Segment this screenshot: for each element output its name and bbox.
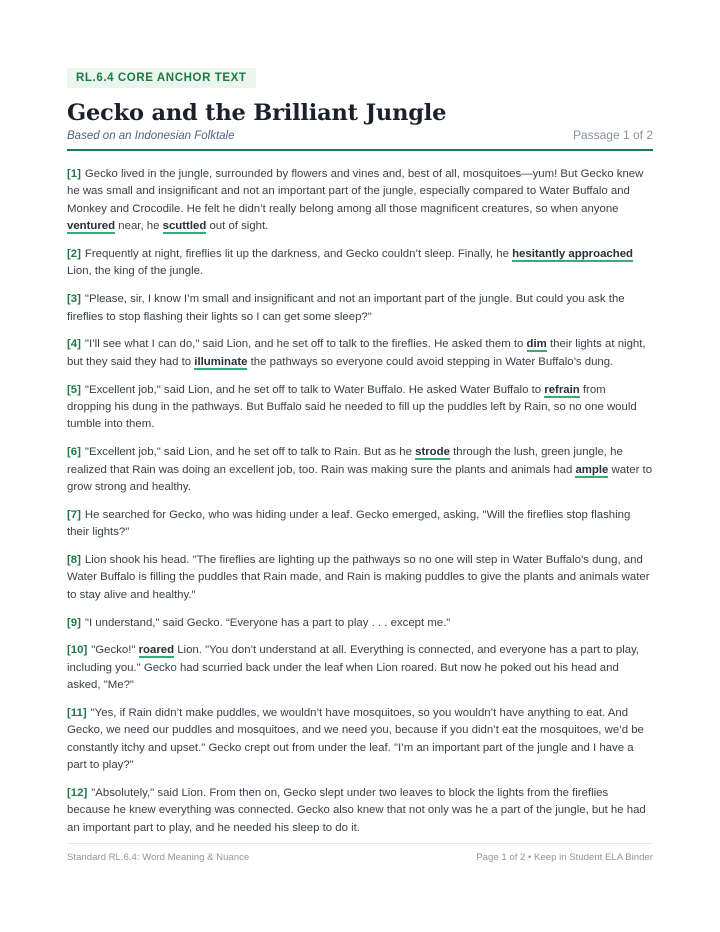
paragraph-text: their lights at night, but they said they had to (67, 338, 646, 368)
vocab-word[interactable]: hesitantly approached (512, 248, 633, 261)
paragraph (67, 336, 653, 371)
header-divider (67, 149, 653, 151)
paragraph (67, 246, 653, 281)
vocab-word[interactable]: dim (526, 338, 547, 351)
paragraph-number: [5] (67, 383, 81, 396)
paragraph-text: "Yes, if Rain didn’t make puddles, we wouldn’t have mosquitoes, so you wouldn’t have anything to eat. And Gecko, we need our puddles and mosquitoes, and we need you, because if you didn’t eat the mosquitoes, we’d be constantly itchy and upset." Gecko crept out from under the leaf. "I’m an important part of the jungle and I have a part to play?" (67, 707, 644, 772)
passage-page (67, 68, 653, 848)
vocab-word[interactable]: scuttled (162, 220, 207, 233)
paragraph-text: through the lush, green jungle, he realized that Rain was doing an excellent job, too. Rain was making sure the plants and animals had (67, 446, 623, 476)
paragraph-number: [3] (67, 293, 81, 306)
paragraph-text: Frequently at night, fireflies lit up the darkness, and Gecko couldn’t sleep. Finally, he (84, 248, 513, 261)
footer-page-info: Page 1 of 2 • Keep in Student ELA Binder (476, 852, 653, 863)
subtitle: Based on an Indonesian Folktale (67, 130, 235, 142)
paragraph-text: Gecko lived in the jungle, surrounded by flowers and vines and, best of all, mosquitoes—yum! But Gecko knew he was small and insignificant and not an important part of the jungle, especially compared to Water Buffalo and Monkey and Crocodile. He felt he didn’t really belong among all those magnificent creatures, so when anyone (67, 168, 644, 215)
paragraph-text: "Please, sir, I know I’m small and insignificant and not an important part of the jungle. But could you ask the fireflies to stop flashing their lights so I can get some sleep?" (67, 293, 625, 323)
paragraph-number: [2] (67, 248, 81, 261)
paragraph-number: [7] (67, 508, 81, 521)
paragraph (67, 507, 653, 542)
passage-body (67, 166, 653, 837)
passage-count: Passage 1 of 2 (572, 128, 653, 142)
paragraph-text: out of sight. (206, 220, 269, 233)
standard-badge: RL.6.4 CORE ANCHOR TEXT (67, 68, 256, 88)
paragraph-text: "Excellent job," said Lion, and he set off to talk to Rain. But as he (84, 446, 416, 459)
vocab-word[interactable]: illuminate (194, 355, 248, 368)
vocab-word[interactable]: strode (415, 446, 450, 459)
paragraph-number: [11] (67, 707, 87, 720)
paragraph-text: "Absolutely," said Lion. From then on, Gecko slept under two leaves to block the lights from the fireflies because he knew everything was connected. Gecko also knew that not only was he a part of the jungle, but he had an important part to play, and he needed his sleep to do it. (67, 787, 646, 834)
paragraph (67, 785, 653, 837)
paragraph (67, 642, 653, 694)
paragraph-text: Lion. "You don’t understand at all. Everything is connected, and everyone has a part to play, including you." Gecko had scurried back under the leaf when Lion roared. But now he poked out his head and asked, "Me?" (67, 644, 640, 692)
paragraph-text: Lion, the king of the jungle. (67, 265, 204, 278)
paragraph-number: [4] (67, 338, 81, 351)
paragraph (67, 705, 653, 775)
vocab-word[interactable]: roared (138, 644, 175, 657)
vocab-word[interactable]: refrain (544, 383, 580, 396)
vocab-word[interactable]: ventured (67, 220, 116, 233)
paragraph-text: near, he (115, 220, 163, 233)
paragraph-text: water to grow strong and healthy. (67, 463, 653, 494)
paragraph (67, 615, 653, 632)
paragraph-text: "Excellent job," said Lion, and he set off to talk to Water Buffalo. He asked Water Buffalo to (84, 383, 545, 396)
vocab-word[interactable]: ample (575, 463, 609, 476)
paragraph-number: [1] (67, 168, 81, 180)
page-footer (67, 843, 653, 863)
paragraph (67, 291, 653, 326)
paragraph-text: "I understand," said Gecko. “Everyone has a part to play . . . except me." (84, 616, 451, 629)
paragraph-number: [9] (67, 616, 81, 629)
paragraph-text: from dropping his dung in the pathways. But Buffalo said he needed to fill up the puddles left by Rain, so no one would tumble into them. (67, 383, 637, 431)
footer-standard: Standard RL.6.4: Word Meaning & Nuance (67, 852, 250, 863)
page-title: Gecko and the Brilliant Jungle (67, 100, 447, 126)
paragraph-text: Lion shook his head. "The fireflies are lighting up the pathways so no one will step in Water Buffalo’s dung, and Water Buffalo is filling the puddles that Rain made, and Rain is making puddles to give the plants and animals water to stay alive and healthy." (67, 554, 650, 601)
paragraph-number: [10] (67, 644, 88, 657)
paragraph-text: He searched for Gecko, who was hiding under a leaf. Gecko emerged, asking, "Will the fireflies stop flashing their lights?" (67, 508, 631, 539)
paragraph-number: [12] (67, 787, 88, 800)
subtitle-row (67, 128, 653, 142)
paragraph-number: [6] (67, 446, 81, 459)
paragraph-number: [8] (67, 554, 81, 567)
paragraph (67, 382, 653, 434)
paragraph-text: "I’ll see what I can do," said Lion, and he set off to talk to the fireflies. He asked them to (84, 338, 527, 351)
paragraph-text: "Gecko!" (91, 644, 139, 657)
paragraph (67, 166, 653, 236)
paragraph-text: the pathways so everyone could avoid stepping in Water Buffalo’s dung. (247, 355, 614, 368)
paragraph (67, 552, 653, 604)
paragraph (67, 444, 653, 496)
